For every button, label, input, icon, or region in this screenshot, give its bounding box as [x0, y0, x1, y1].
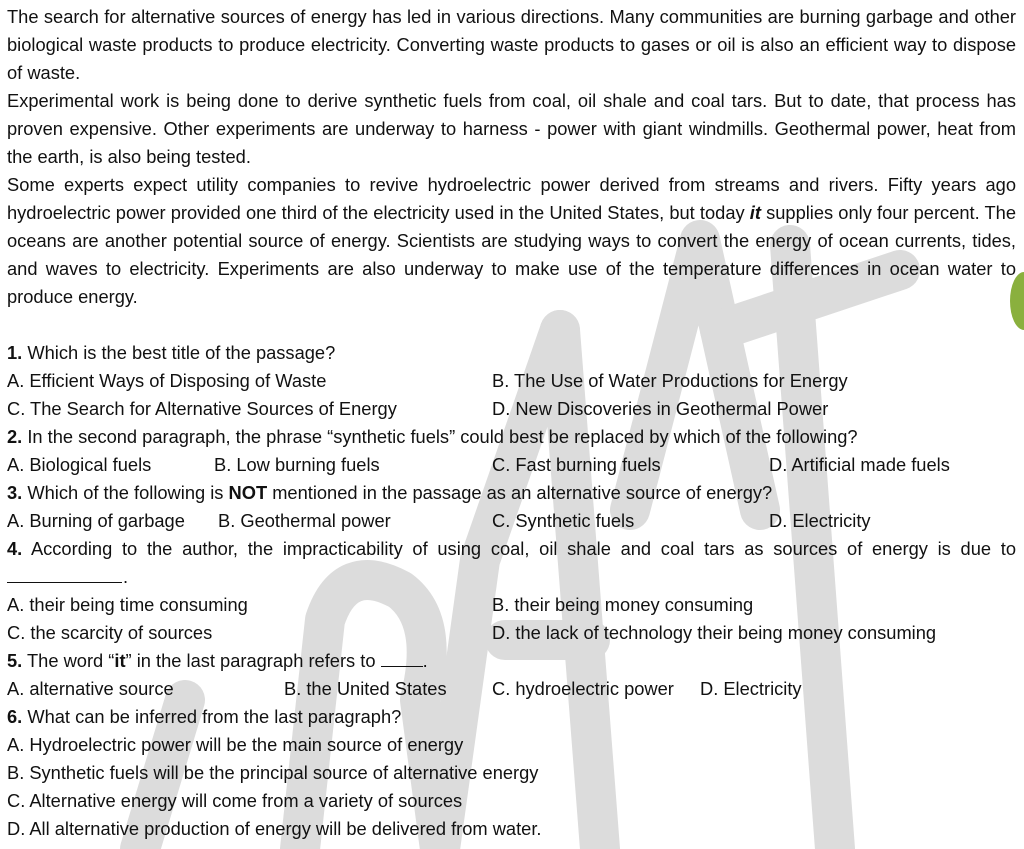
- blank-period: .: [123, 566, 129, 587]
- option-c[interactable]: C. hydroelectric power: [492, 678, 674, 699]
- options-row: [7, 507, 1016, 535]
- emphasized-it: it: [749, 202, 761, 223]
- option-d[interactable]: D. New Discoveries in Geothermal Power: [492, 398, 829, 419]
- paragraph-3-start: Some experts expect utility companies to revive hydroelectric power derived from streams and rivers. Fifty years ago hydroelectric power provided one third of the electricity used in the United States, but today: [7, 174, 1016, 223]
- options-row: [7, 619, 1016, 647]
- option-b[interactable]: B. Low burning fuels: [214, 454, 380, 475]
- option-b[interactable]: B. the United States: [284, 678, 447, 699]
- option-b[interactable]: B. Geothermal power: [218, 510, 391, 531]
- question-text: In the second paragraph, the phrase “synthetic fuels” could best be replaced by which of the following?: [22, 426, 858, 447]
- question-6: [7, 703, 1016, 731]
- question-text: What can be inferred from the last paragraph?: [22, 706, 402, 727]
- question-text-start: Which of the following is: [22, 482, 229, 503]
- answer-blank[interactable]: [381, 648, 423, 667]
- question-number: 3.: [7, 482, 23, 503]
- option-c[interactable]: C. the scarcity of sources: [7, 622, 213, 643]
- question-number: 1.: [7, 342, 23, 363]
- option-c[interactable]: C. Synthetic fuels: [492, 510, 635, 531]
- option-a[interactable]: A. Burning of garbage: [7, 510, 185, 531]
- option-c[interactable]: C. Alternative energy will come from a variety of sources: [7, 790, 463, 811]
- option-a[interactable]: A. Biological fuels: [7, 454, 152, 475]
- question-3: [7, 479, 1016, 507]
- option-b[interactable]: B. The Use of Water Productions for Energy: [492, 370, 848, 391]
- question-text-bold: NOT: [228, 482, 268, 503]
- option-d[interactable]: D. Artificial made fuels: [769, 454, 950, 475]
- option-a[interactable]: A. Hydroelectric power will be the main source of energy: [7, 734, 464, 755]
- question-text-start: The word “: [22, 650, 115, 671]
- passage-paragraph-3: [7, 171, 1016, 311]
- question-number: 6.: [7, 706, 23, 727]
- options-row: [7, 451, 1016, 479]
- question-text-end: ” in the last paragraph refers to: [125, 650, 381, 671]
- option-d[interactable]: D. All alternative production of energy will be delivered from water.: [7, 818, 542, 839]
- option-d[interactable]: D. Electricity: [700, 678, 802, 699]
- option-a[interactable]: A. Efficient Ways of Disposing of Waste: [7, 370, 327, 391]
- passage-paragraph-2: Experimental work is being done to derive synthetic fuels from coal, oil shale and coal tars. But to date, that process has proven expensive. Other experiments are underway to harness - power with giant windmills. Geothermal power, heat from the earth, is also being tested.: [7, 90, 1016, 167]
- question-text: Which is the best title of the passage?: [22, 342, 336, 363]
- option-b[interactable]: B. Synthetic fuels will be the principal source of alternative energy: [7, 762, 539, 783]
- options-row: [7, 395, 1016, 423]
- answer-blank-line: [7, 563, 1016, 591]
- option-c[interactable]: C. Fast burning fuels: [492, 454, 661, 475]
- options-row: [7, 367, 1016, 395]
- answer-blank[interactable]: [7, 582, 122, 583]
- option-c[interactable]: C. The Search for Alternative Sources of Energy: [7, 398, 397, 419]
- options-row: [7, 675, 1016, 703]
- question-4: [7, 535, 1016, 563]
- question-number: 2.: [7, 426, 23, 447]
- passage-paragraph-1: The search for alternative sources of energy has led in various directions. Many communities are burning garbage and other biological waste products to produce electricity. Converting waste products to gases or oil is also an efficient way to dispose of waste.: [7, 6, 1016, 83]
- options-row: [7, 591, 1016, 619]
- question-number: 5.: [7, 650, 23, 671]
- option-d[interactable]: D. Electricity: [769, 510, 871, 531]
- option-b[interactable]: B. their being money consuming: [492, 594, 754, 615]
- question-1: [7, 339, 1016, 367]
- question-text: According to the author, the impracticability of using coal, oil shale and coal tars as sources of energy is due to: [22, 538, 1016, 559]
- question-5: [7, 647, 1016, 675]
- paragraph-3-end: supplies only four percent. The oceans are another potential source of energy. Scientists are studying ways to convert the energy of ocean currents, tides, and waves to electricity. Experiments are also underway to make use of the temperature differences in ocean water to produce energy.: [7, 202, 1017, 307]
- question-number: 4.: [7, 538, 23, 559]
- option-d[interactable]: D. the lack of technology their being money consuming: [492, 622, 937, 643]
- question-text-bold: it: [114, 650, 126, 671]
- question-2: [7, 423, 1016, 451]
- option-a[interactable]: A. alternative source: [7, 678, 174, 699]
- blank-period: .: [422, 650, 428, 671]
- question-text-end: mentioned in the passage as an alternative source of energy?: [267, 482, 773, 503]
- option-a[interactable]: A. their being time consuming: [7, 594, 248, 615]
